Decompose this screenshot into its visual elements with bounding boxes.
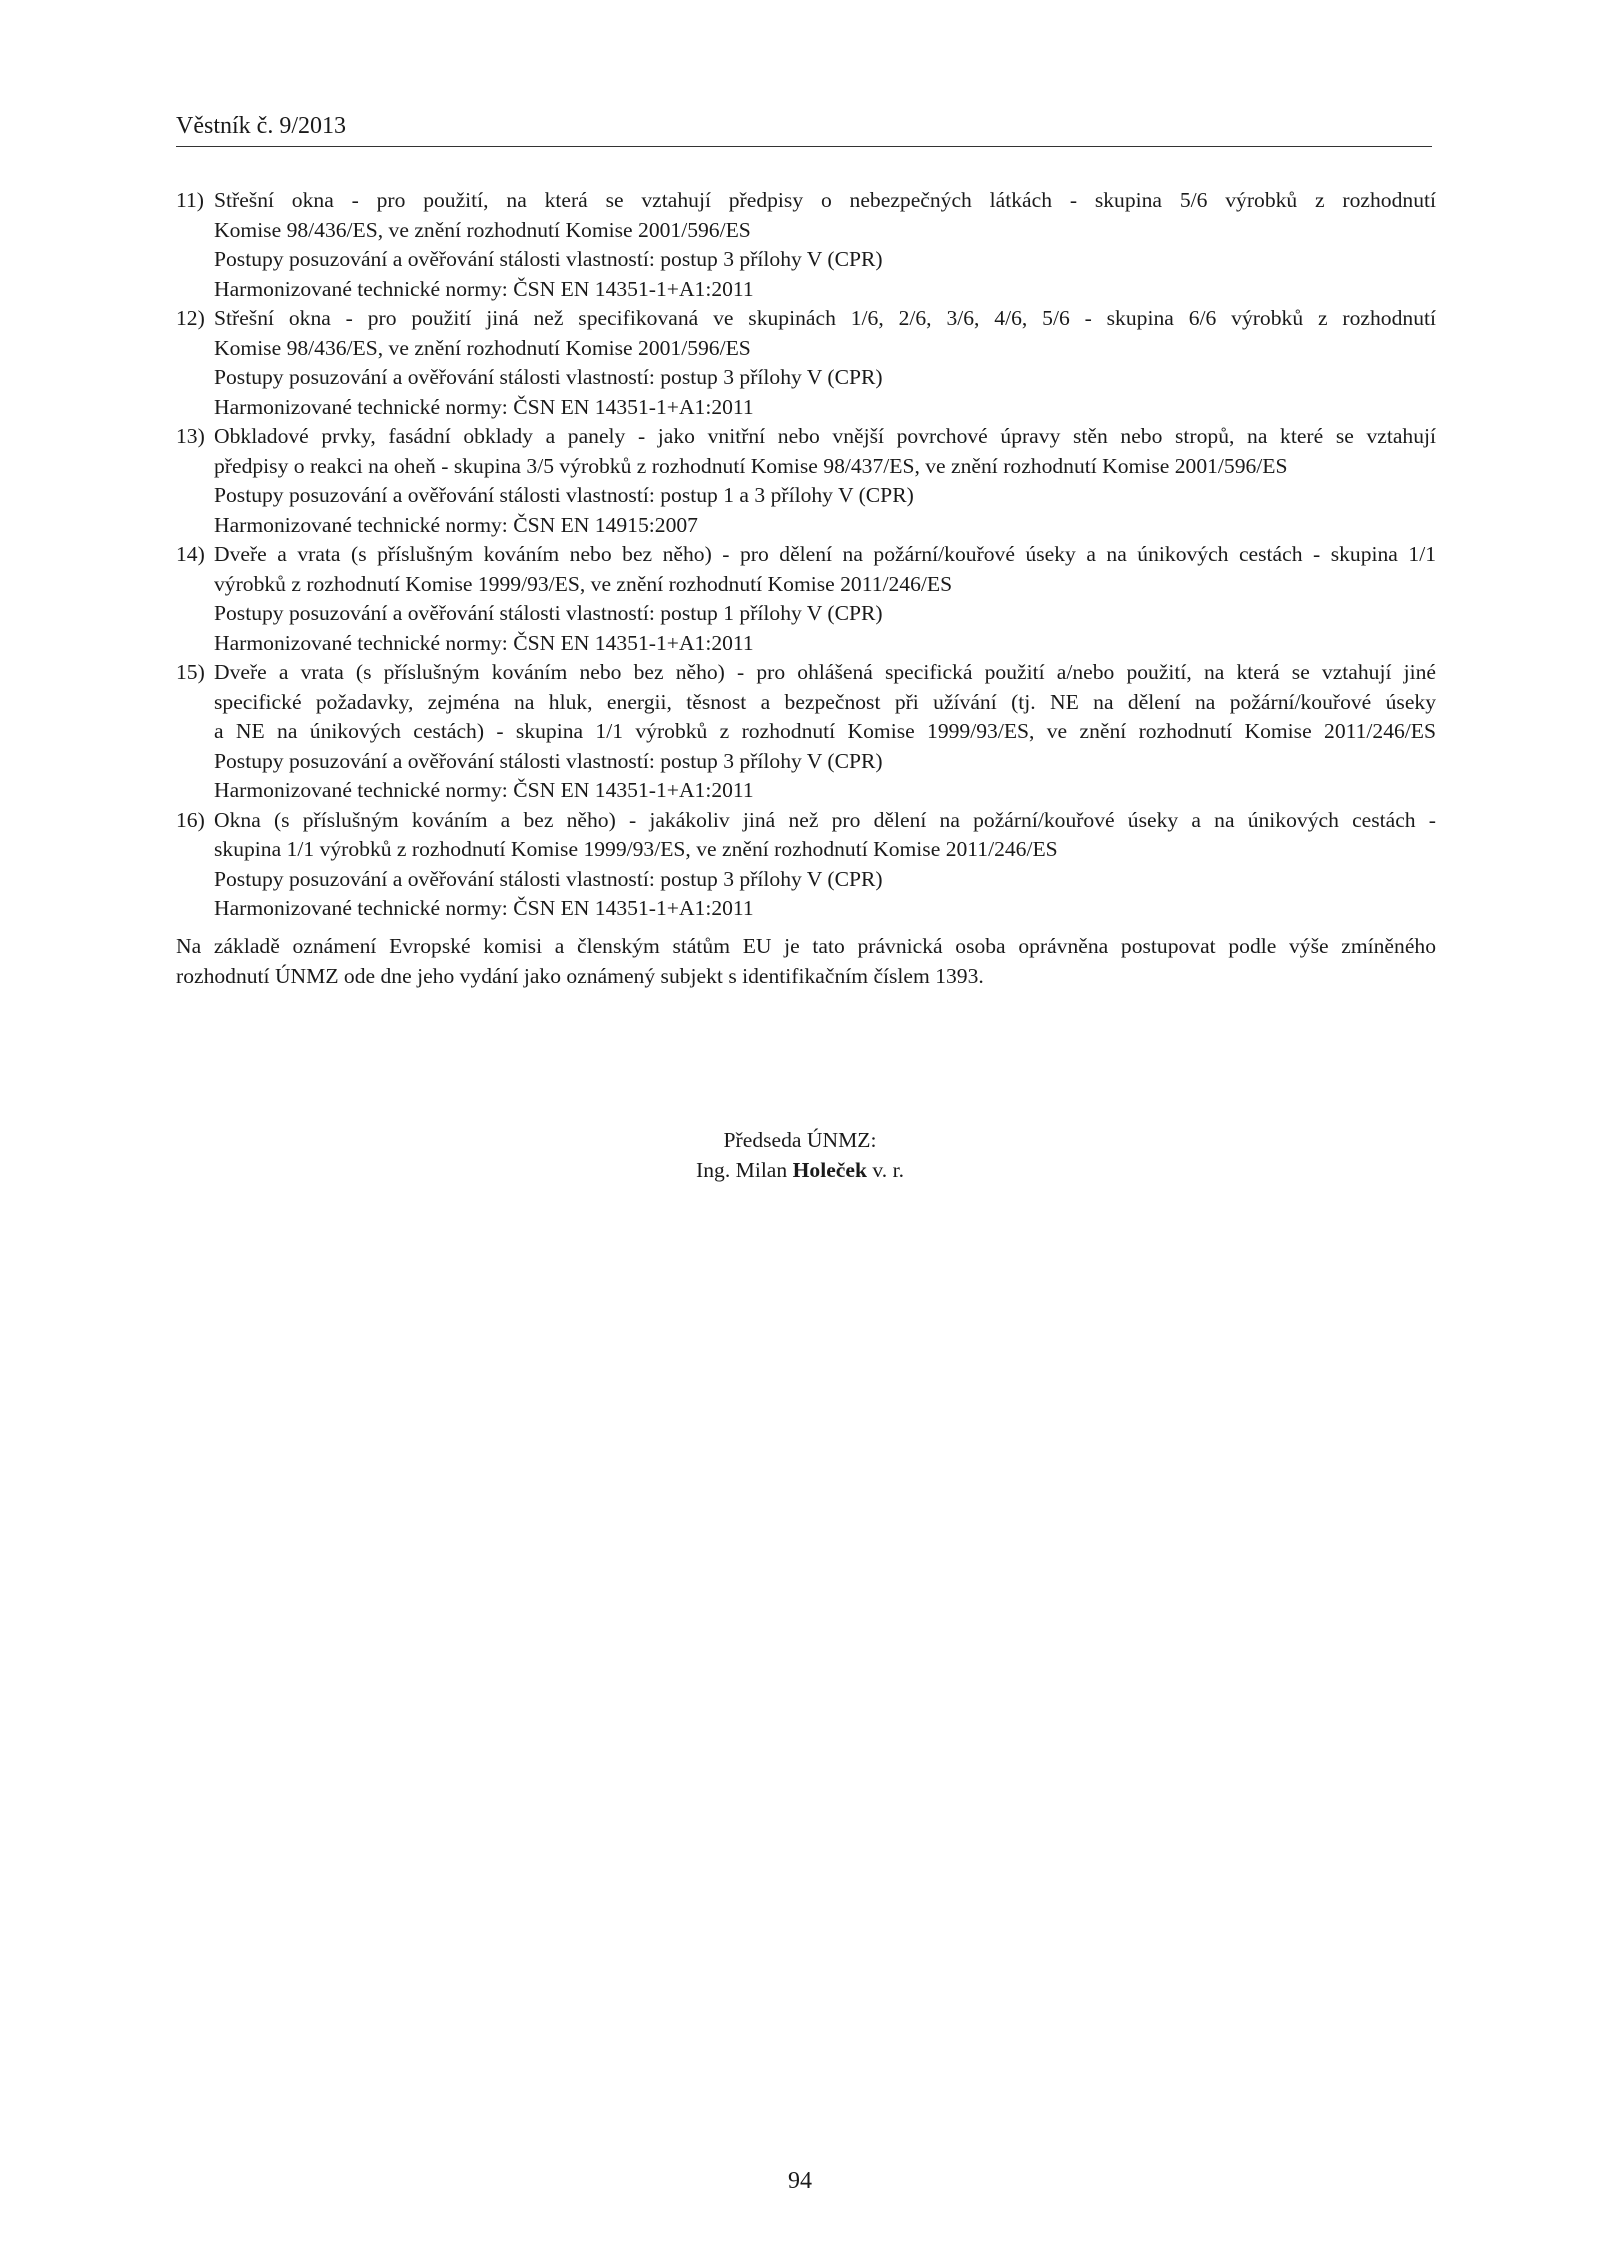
item-procedure: Postupy posuzování a ověřování stálosti vlastností: postup 3 přílohy V (CPR) [214, 247, 883, 271]
item-procedure: Postupy posuzování a ověřování stálosti vlastností: postup 1 a 3 přílohy V (CPR) [214, 483, 914, 507]
item-standards: Harmonizované technické normy: ČSN EN 14915:2007 [214, 512, 698, 537]
signature-block [0, 1126, 1600, 1185]
item-standards: Harmonizované technické normy: ČSN EN 14351-1+A1:2011 [214, 276, 754, 301]
notice-paragraph [176, 932, 1436, 991]
item-description-line: výrobků z rozhodnutí Komise 1999/93/ES, ve znění rozhodnutí Komise 2011/246/ES [214, 571, 953, 596]
item-procedure: Postupy posuzování a ověřování stálosti vlastností: postup 3 přílohy V (CPR) [214, 365, 883, 389]
journal-title: Věstník č. 9/2013 [176, 113, 346, 139]
signatory-name-suffix: v. r. [872, 1157, 904, 1182]
item-procedure: Postupy posuzování a ověřování stálosti vlastností: postup 3 přílohy V (CPR) [214, 748, 883, 773]
item-description-line: skupina 1/1 výrobků z rozhodnutí Komise 1999/93/ES, ve znění rozhodnutí Komise 2011/246/ES [214, 837, 1058, 861]
item-description-line: Dveře a vrata (s příslušným kováním nebo bez něho) - pro dělení na požární/kouřové úseky a na únikových cestách - skupina 1/1 [214, 542, 1436, 566]
notice-line: rozhodnutí ÚNMZ ode dne jeho vydání jako oznámený subjekt s identifikačním číslem 1393. [176, 963, 984, 988]
page-number: 94 [788, 2168, 812, 2194]
item-description-line: Komise 98/436/ES, ve znění rozhodnutí Komise 2001/596/ES [214, 217, 751, 242]
item-description-line: Střešní okna - pro použití jiná než specifikovaná ve skupinách 1/6, 2/6, 3/6, 4/6, 5/6 - skupina 6/6 výrobků z rozhodnutí [214, 306, 1436, 330]
item-standards: Harmonizované technické normy: ČSN EN 14351-1+A1:2011 [214, 630, 754, 655]
item-number: 14) [176, 542, 205, 566]
item-description-line: Okna (s příslušným kováním a bez něho) - jakákoliv jiná než pro dělení na požární/kouřové úseky a na únikových cestách - [214, 807, 1436, 832]
page-header [176, 112, 1432, 147]
notice-line: Na základě oznámení Evropské komisi a členským státům EU je tato právnická osoba oprávněna postupovat podle výše zmíněného [176, 934, 1436, 958]
signatory-role: Předseda ÚNMZ: [723, 1128, 877, 1152]
item-procedure: Postupy posuzování a ověřování stálosti vlastností: postup 1 přílohy V (CPR) [214, 601, 883, 625]
item-description-line: Obkladové prvky, fasádní obklady a panely - jako vnitřní nebo vnější povrchové úpravy stěn nebo stropů, na které se vztahují [214, 424, 1436, 448]
list-item [176, 658, 1436, 806]
signatory-surname: Holeček [792, 1157, 867, 1182]
item-number: 16) [176, 807, 205, 832]
item-standards: Harmonizované technické normy: ČSN EN 14351-1+A1:2011 [214, 896, 754, 920]
item-number: 15) [176, 660, 205, 684]
list-item [176, 422, 1436, 540]
item-description-line: a NE na únikových cestách) - skupina 1/1 výrobků z rozhodnutí Komise 1999/93/ES, ve znění rozhodnutí Komise 2011/246/ES [214, 719, 1436, 743]
list-item [176, 806, 1436, 924]
item-description-line: Komise 98/436/ES, ve znění rozhodnutí Komise 2001/596/ES [214, 335, 751, 360]
item-description-line: Dveře a vrata (s příslušným kováním nebo bez něho) - pro ohlášená specifická použití a/nebo použití, na která se vztahují jiné [214, 660, 1436, 684]
list-item [176, 304, 1436, 422]
list-item [176, 186, 1436, 304]
signatory-name [0, 1156, 1600, 1186]
item-description-line: specifické požadavky, zejména na hluk, energii, těsnost a bezpečnost při užívání (tj. NE na dělení na požární/kouřové úseky [214, 689, 1436, 714]
signatory-name-prefix: Ing. Milan [696, 1157, 788, 1182]
item-number: 11) [176, 188, 204, 212]
item-standards: Harmonizované technické normy: ČSN EN 14351-1+A1:2011 [214, 394, 754, 419]
list-item [176, 540, 1436, 658]
item-description-line: předpisy o reakci na oheň - skupina 3/5 výrobků z rozhodnutí Komise 98/437/ES, ve znění rozhodnutí Komise 2001/596/ES [214, 453, 1288, 478]
item-procedure: Postupy posuzování a ověřování stálosti vlastností: postup 3 přílohy V (CPR) [214, 866, 883, 891]
item-standards: Harmonizované technické normy: ČSN EN 14351-1+A1:2011 [214, 778, 754, 802]
item-description-line: Střešní okna - pro použití, na která se vztahují předpisy o nebezpečných látkách - skupina 5/6 výrobků z rozhodnutí [214, 188, 1436, 212]
product-groups-list [176, 186, 1436, 924]
item-number: 12) [176, 306, 205, 330]
item-number: 13) [176, 424, 205, 448]
